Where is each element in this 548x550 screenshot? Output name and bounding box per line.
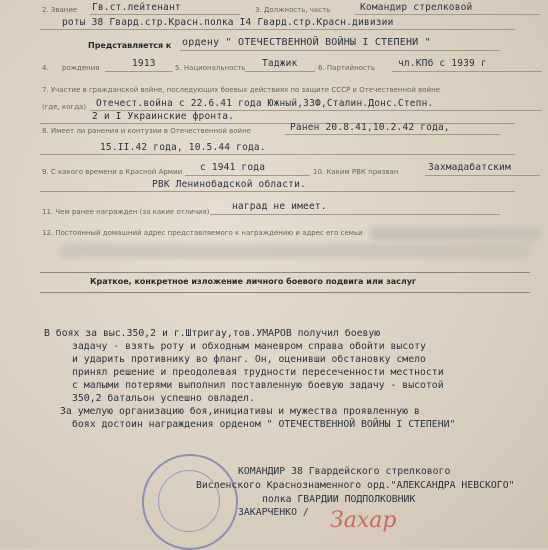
post-value: Командир стрелковой (360, 2, 473, 13)
party-label: 6. Партийность (318, 64, 375, 72)
rvk-rule-2 (40, 191, 515, 192)
wounds-value-2: 15.II.42 года, 10.5.44 года. (100, 142, 266, 153)
sign-line-4: ЗАКАРЧЕНКО / (238, 507, 309, 518)
nationality-rule (245, 71, 315, 72)
post-rule (355, 14, 540, 15)
sign-line-1: КОМАНДИР 38 Гвардейского стрелкового (238, 466, 451, 477)
awards-rule (210, 214, 500, 215)
section-rule-bottom (40, 292, 530, 293)
sign-line-2: Висленского Краснознаменного орд."АЛЕКСАНДРА НЕВСКОГО" (196, 480, 515, 491)
narrative-line-4: принял решение и преодолевая трудности пересеченности местности (72, 367, 444, 378)
awards-label: 11. Чем ранее награжден (за какие отличия) (42, 208, 210, 216)
service-sub: (где, когда) (42, 103, 87, 111)
rvk-rule (425, 175, 540, 176)
handwritten-signature: Захар (330, 508, 397, 533)
narrative-line-8: боях достоин награждения орденом " ОТЕЧЕСТВЕННОЙ ВОЙНЫ I СТЕПЕНИ" (72, 419, 456, 430)
rvk-value: Захмадабатским (428, 162, 511, 173)
birth-rule (105, 71, 173, 72)
section-title: Краткое, конкретное изложение личного боевого подвига или заслуг (90, 277, 417, 286)
post-cont-rule (40, 29, 515, 30)
official-seal (142, 454, 238, 550)
awards-value: наград не имеет. (232, 201, 327, 212)
address-label: 12. Постоянный домашний адрес представляемого к награждению и адрес его семьи (42, 229, 363, 237)
nationality-value: Таджик (262, 58, 298, 69)
rvk-label: 10. Каким РВК призван (313, 168, 399, 176)
service-label: 7. Участие в гражданской войне, последующих боевых действиях по защите СССР и Отечественной войне (42, 86, 440, 94)
army-since-value: с 1941 года (200, 162, 266, 173)
wounds-value: Ранен 20.8.41,10.2.42 года, (290, 122, 450, 133)
party-value: чл.КПб с 1939 г (398, 58, 487, 69)
post-continuation: роты 38 Гвард.стр.Красн.полка I4 Гвард.стр.Красн.дивизии (62, 17, 394, 28)
sign-line-3: полка ГВАРДИИ ПОДПОЛКОВНИК (262, 494, 416, 505)
narrative-line-6: 350,2 батальон успешно овладел. (72, 393, 255, 404)
service-value-2: 2 и I Украинские фронта. (92, 111, 235, 122)
award-rule (180, 50, 500, 51)
birth-year: 1913 (132, 58, 156, 69)
rank-value: Гв.ст.лейтенант (92, 2, 181, 13)
rvk-value-2: РВК Ленинобадской области. (152, 179, 306, 190)
presented-award: ордену " ОТЕЧЕСТВЕННОЙ ВОЙНЫ I СТЕПЕНИ " (182, 37, 431, 48)
narrative-line-1: В боях за выс.350,2 и г.Штригау,тов.УМАРОВ получил боевую (44, 328, 381, 339)
wounds-label: 8. Имеет ли ранения и контузии в Отечественной войне (42, 127, 251, 135)
wounds-rule-2 (40, 154, 515, 155)
presented-prefix: Представляется к (88, 41, 172, 50)
nationality-label: 5. Национальность (175, 64, 246, 72)
army-since-label: 9. С какого времени в Красной Армии (42, 168, 183, 176)
rank-label: 2. Звание (42, 6, 78, 14)
section-rule-top (40, 272, 530, 273)
birth-label: рождения (62, 64, 100, 72)
narrative-line-5: с малыми потерями выполнил поставленную боевую задачу - высотой (72, 380, 444, 391)
rank-rule (90, 14, 240, 15)
army-since-rule (185, 175, 310, 176)
post-label: 3. Должность, часть (255, 6, 331, 14)
narrative-line-7: За умелую организацию боя,инициативы и мужества проявленную в (60, 406, 420, 417)
party-rule (392, 71, 542, 72)
redacted-address (370, 228, 540, 240)
narrative-line-2: задачу - взять роту и обходным маневром справа обойти высоту (72, 341, 426, 352)
redacted-address-2 (60, 244, 530, 258)
service-value: Отечест.война с 22.6.41 года Южный,ЗЗФ,Сталин.Донс.Степн. (96, 98, 434, 109)
narrative-line-3: и ударить противнику во фланг. Он, оценивши обстановку смело (72, 354, 426, 365)
birth-num: 4. (42, 64, 49, 72)
wounds-rule (285, 134, 500, 135)
